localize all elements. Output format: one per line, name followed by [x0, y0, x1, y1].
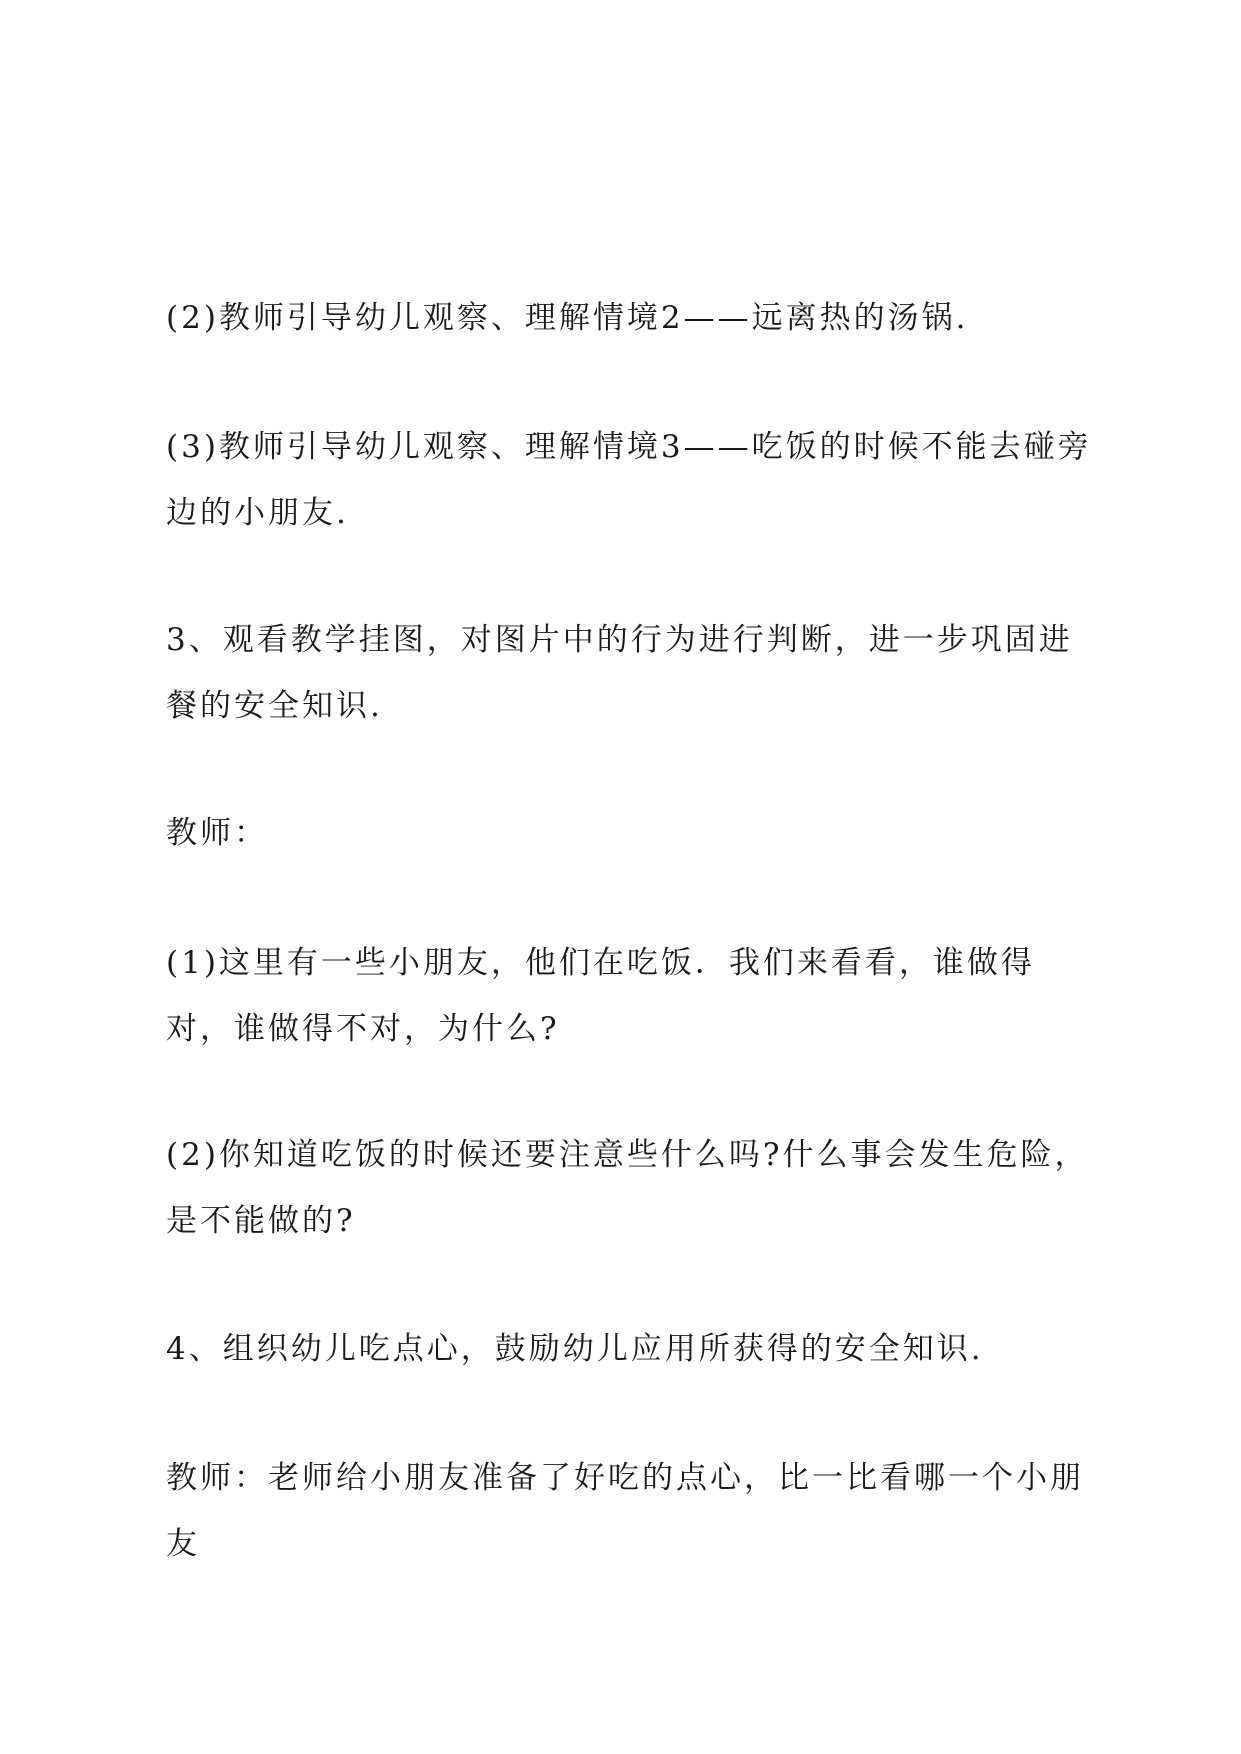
paragraph-teacher-label: 教师： [166, 815, 268, 851]
paragraph-step-4: 4、组织幼儿吃点心，鼓励幼儿应用所获得的安全知识. [166, 1331, 984, 1367]
paragraph-situation-2: (2)教师引导幼儿观察、理解情境2——远离热的汤锅. [166, 300, 969, 336]
paragraph-question-1: (1)这里有一些小朋友，他们在吃饭．我们来看看，谁做得对，谁做得不对，为什么? [166, 945, 1035, 1047]
paragraph-teacher-snack: 教师：老师给小朋友准备了好吃的点心，比一比看哪一个小朋友 [166, 1460, 1084, 1562]
paragraph-step-3: 3、观看教学挂图，对图片中的行为进行判断，进一步巩固进餐的安全知识. [166, 622, 1073, 724]
paragraph-situation-3: (3)教师引导幼儿观察、理解情境3——吃饭的时候不能去碰旁边的小朋友. [166, 429, 1092, 531]
paragraph-question-2: (2)你知道吃饭的时候还要注意些什么吗?什么事会发生危险，是不能做的? [166, 1137, 1089, 1239]
